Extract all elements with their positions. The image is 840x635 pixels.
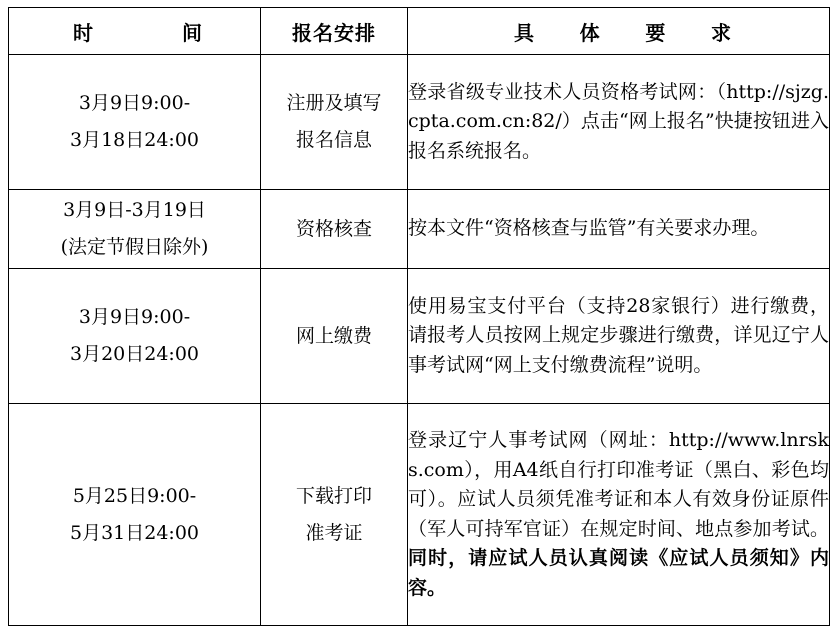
table-row bbox=[9, 404, 830, 626]
row-arrangement-cell bbox=[261, 269, 408, 404]
row-time-cell bbox=[9, 269, 261, 404]
header-arrangement bbox=[261, 8, 408, 55]
header-requirements bbox=[408, 8, 830, 55]
registration-schedule-table bbox=[8, 7, 830, 626]
row-time-cell bbox=[9, 55, 261, 190]
row-requirement-cell bbox=[408, 190, 830, 269]
row-requirement-cell bbox=[408, 404, 830, 626]
schedule-sheet bbox=[8, 7, 830, 626]
row-time-end: 5月31日24:00 bbox=[69, 521, 200, 544]
row-time-end: 3月18日24:00 bbox=[69, 129, 200, 151]
row-arrangement-line-1: 下载打印 bbox=[295, 484, 372, 507]
header-arrangement-label: 报名安排 bbox=[292, 20, 376, 45]
row-requirement-text: 登录省级专业技术人员资格考试网：（http://sjzg.cpta.com.cn:82/）点击“网上报名”快捷按钮进入报名系统报名。 bbox=[408, 80, 829, 162]
header-req-char-2: 体 bbox=[579, 20, 600, 45]
row-requirement-text: 登录辽宁人事考试网（网址：http://www.lnrsks.com），用A4纸自行打印准考证（黑白、彩色均可）。应试人员须凭准考证和本人有效身份证原件（军人可持军官证）在规定时间、地点参加考试。 bbox=[408, 429, 829, 540]
table-row bbox=[9, 55, 830, 190]
row-time-cell bbox=[9, 404, 261, 626]
row-arrangement-line-1: 资格核查 bbox=[295, 217, 372, 240]
row-arrangement-line-2: 准考证 bbox=[305, 521, 363, 544]
row-time-start: 3月9日9:00- bbox=[78, 92, 191, 114]
row-requirement-cell bbox=[408, 55, 830, 190]
header-time-char-2: 间 bbox=[182, 20, 202, 45]
header-time bbox=[9, 8, 261, 55]
row-time-note: (法定节假日除外) bbox=[60, 236, 209, 258]
row-time-start: 5月25日9:00- bbox=[72, 484, 197, 507]
row-requirement-bold-text: 同时，请应试人员认真阅读《应试人员须知》内容。 bbox=[408, 547, 829, 599]
row-requirement-text: 使用易宝支付平台（支持28家银行）进行缴费，请报考人员按网上规定步骤进行缴费，详见辽宁人事考试网“网上支付缴费流程”说明。 bbox=[408, 294, 829, 376]
row-arrangement-line-2: 报名信息 bbox=[295, 129, 372, 151]
row-requirement-cell bbox=[408, 269, 830, 404]
table-row bbox=[9, 190, 830, 269]
row-time-cell bbox=[9, 190, 261, 269]
table-row bbox=[9, 269, 830, 404]
table-header-row bbox=[9, 8, 830, 55]
header-req-char-1: 具 bbox=[514, 20, 534, 45]
header-req-char-4: 求 bbox=[710, 20, 731, 45]
row-arrangement-cell bbox=[261, 404, 408, 626]
header-time-char-1: 时 bbox=[73, 20, 93, 45]
header-req-char-3: 要 bbox=[645, 20, 666, 45]
row-time-range: 3月9日-3月19日 bbox=[63, 199, 206, 221]
row-arrangement-cell bbox=[261, 55, 408, 190]
row-arrangement-cell bbox=[261, 190, 408, 269]
row-arrangement-line-1: 注册及填写 bbox=[286, 92, 382, 114]
row-arrangement-line-1: 网上缴费 bbox=[295, 324, 372, 347]
row-requirement-text: 按本文件“资格核查与监管”有关要求办理。 bbox=[408, 217, 770, 240]
row-time-end: 3月20日24:00 bbox=[69, 343, 200, 365]
row-time-start: 3月9日9:00- bbox=[78, 306, 191, 328]
